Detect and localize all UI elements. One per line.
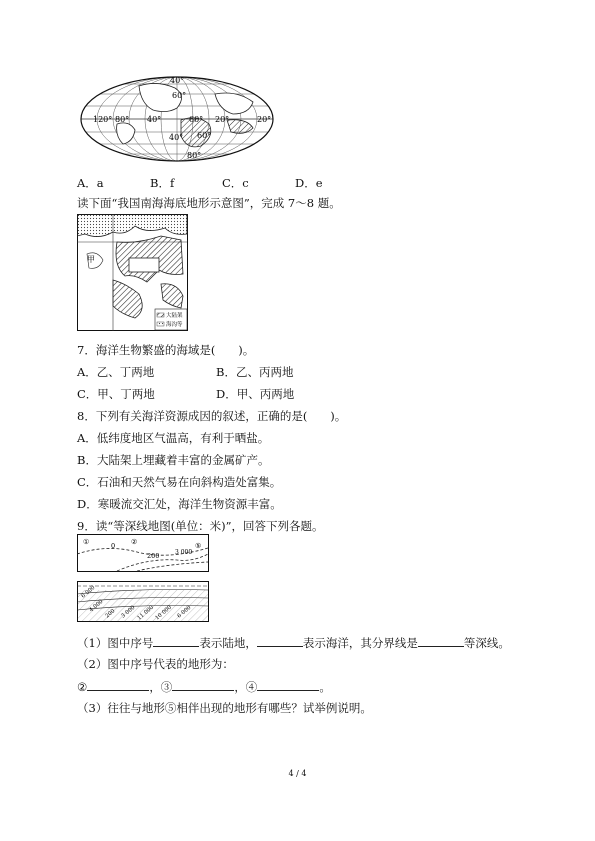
fig3-label: ①: [83, 538, 90, 546]
q7-option-d: D．甲、丙两地: [216, 387, 295, 401]
answer-blank[interactable]: [257, 679, 319, 691]
q6-option-c: C．c: [222, 176, 249, 190]
q9-sub2-answers: [77, 679, 331, 694]
intro-7-8: 读下面“我国南海海底地形示意图”，完成 7～8 题。: [77, 196, 341, 210]
map-label: 40°: [170, 76, 185, 85]
fig3-depth-label: 3 000: [120, 604, 137, 620]
fig3-depth-label: 200: [104, 608, 117, 620]
map-label: 60°: [189, 115, 204, 124]
depth-contour-figure: [77, 534, 209, 626]
map-label: 40°: [169, 133, 184, 142]
answer-blank[interactable]: [257, 635, 303, 647]
q6-option-b: B．f: [150, 176, 175, 190]
q7-option-a: A．乙、丁两地: [77, 365, 155, 379]
fig3-depth-label: 6 000: [176, 604, 193, 620]
fig2-legend-item: 海沟等: [166, 322, 183, 328]
fig3-label: 200: [147, 552, 160, 560]
q9-sub2-marker: 。: [319, 680, 331, 694]
map-label: 80°: [115, 115, 130, 124]
q9-sub2-marker: ，③: [149, 680, 173, 694]
q9-sub1: [77, 635, 510, 650]
q9-sub2: （2）图中序号代表的地形为：: [77, 657, 234, 671]
q9-sub3: （3）往往与地形⑤相伴出现的地形有哪些？试举例说明。: [77, 701, 372, 715]
map-label: 80°: [187, 151, 202, 160]
q9-sub2-marker: ，④: [234, 680, 258, 694]
q7-stem: 7．海洋生物繁盛的海域是( )。: [77, 343, 255, 357]
fig3-depth-label: 6 000: [80, 584, 97, 600]
q6-option-d: D．e: [295, 176, 323, 190]
fig3-label: 0: [111, 542, 116, 550]
q8-option-d: D．寒暖流交汇处，海洋生物资源丰富。: [77, 497, 282, 511]
q9-stem: 9．读“等深线地图(单位：米)”，回答下列各题。: [77, 519, 324, 533]
q7-option-b: B．乙、丙两地: [216, 365, 294, 379]
q8-option-b: B．大陆架上埋藏着丰富的金属矿产。: [77, 453, 270, 467]
map-label: 20°: [215, 115, 230, 124]
south-china-sea-figure: [77, 214, 192, 332]
fig2-legend-item: 大陆架: [166, 313, 183, 319]
q9-sub1-text: （1）图中序号: [77, 636, 154, 650]
q8-option-c: C．石油和天然气易在向斜构造处富集。: [77, 475, 282, 489]
q9-sub1-text: 表示海洋，其分界线是: [302, 636, 418, 650]
fig3-label: ②: [131, 538, 138, 546]
fig3-depth-label: 4 000: [88, 598, 105, 614]
q8-stem: 8．下列有关海洋资源成因的叙述，正确的是( )。: [77, 409, 347, 423]
map-label: 60°: [172, 91, 187, 100]
world-map-figure: [77, 74, 277, 164]
fig3-depth-label: 10 000: [154, 604, 174, 622]
q6-option-a: A．a: [77, 176, 104, 190]
fig2-legend: [155, 309, 187, 330]
answer-blank[interactable]: [87, 679, 149, 691]
q9-sub1-text: 等深线。: [463, 636, 510, 650]
fig3-depth-label: 11 000: [136, 604, 156, 622]
answer-blank[interactable]: [153, 635, 199, 647]
fig3-label: ⑤: [195, 542, 202, 550]
fig3-label: 3 000: [175, 549, 193, 556]
q7-option-c: C．甲、丁两地: [77, 387, 155, 401]
page-number: 4 / 4: [288, 769, 307, 778]
map-label: 120°: [93, 115, 113, 124]
q9-sub1-text: 表示陆地，: [199, 636, 257, 650]
fig2-label-jia: 甲: [87, 255, 95, 264]
map-label: 20°: [257, 115, 272, 124]
answer-blank[interactable]: [172, 679, 234, 691]
map-label: 60°: [197, 131, 212, 140]
q8-option-a: A．低纬度地区气温高，有利于晒盐。: [77, 431, 270, 445]
answer-blank[interactable]: [418, 635, 464, 647]
map-label: 40°: [147, 115, 162, 124]
q9-sub2-marker: ②: [77, 680, 88, 694]
